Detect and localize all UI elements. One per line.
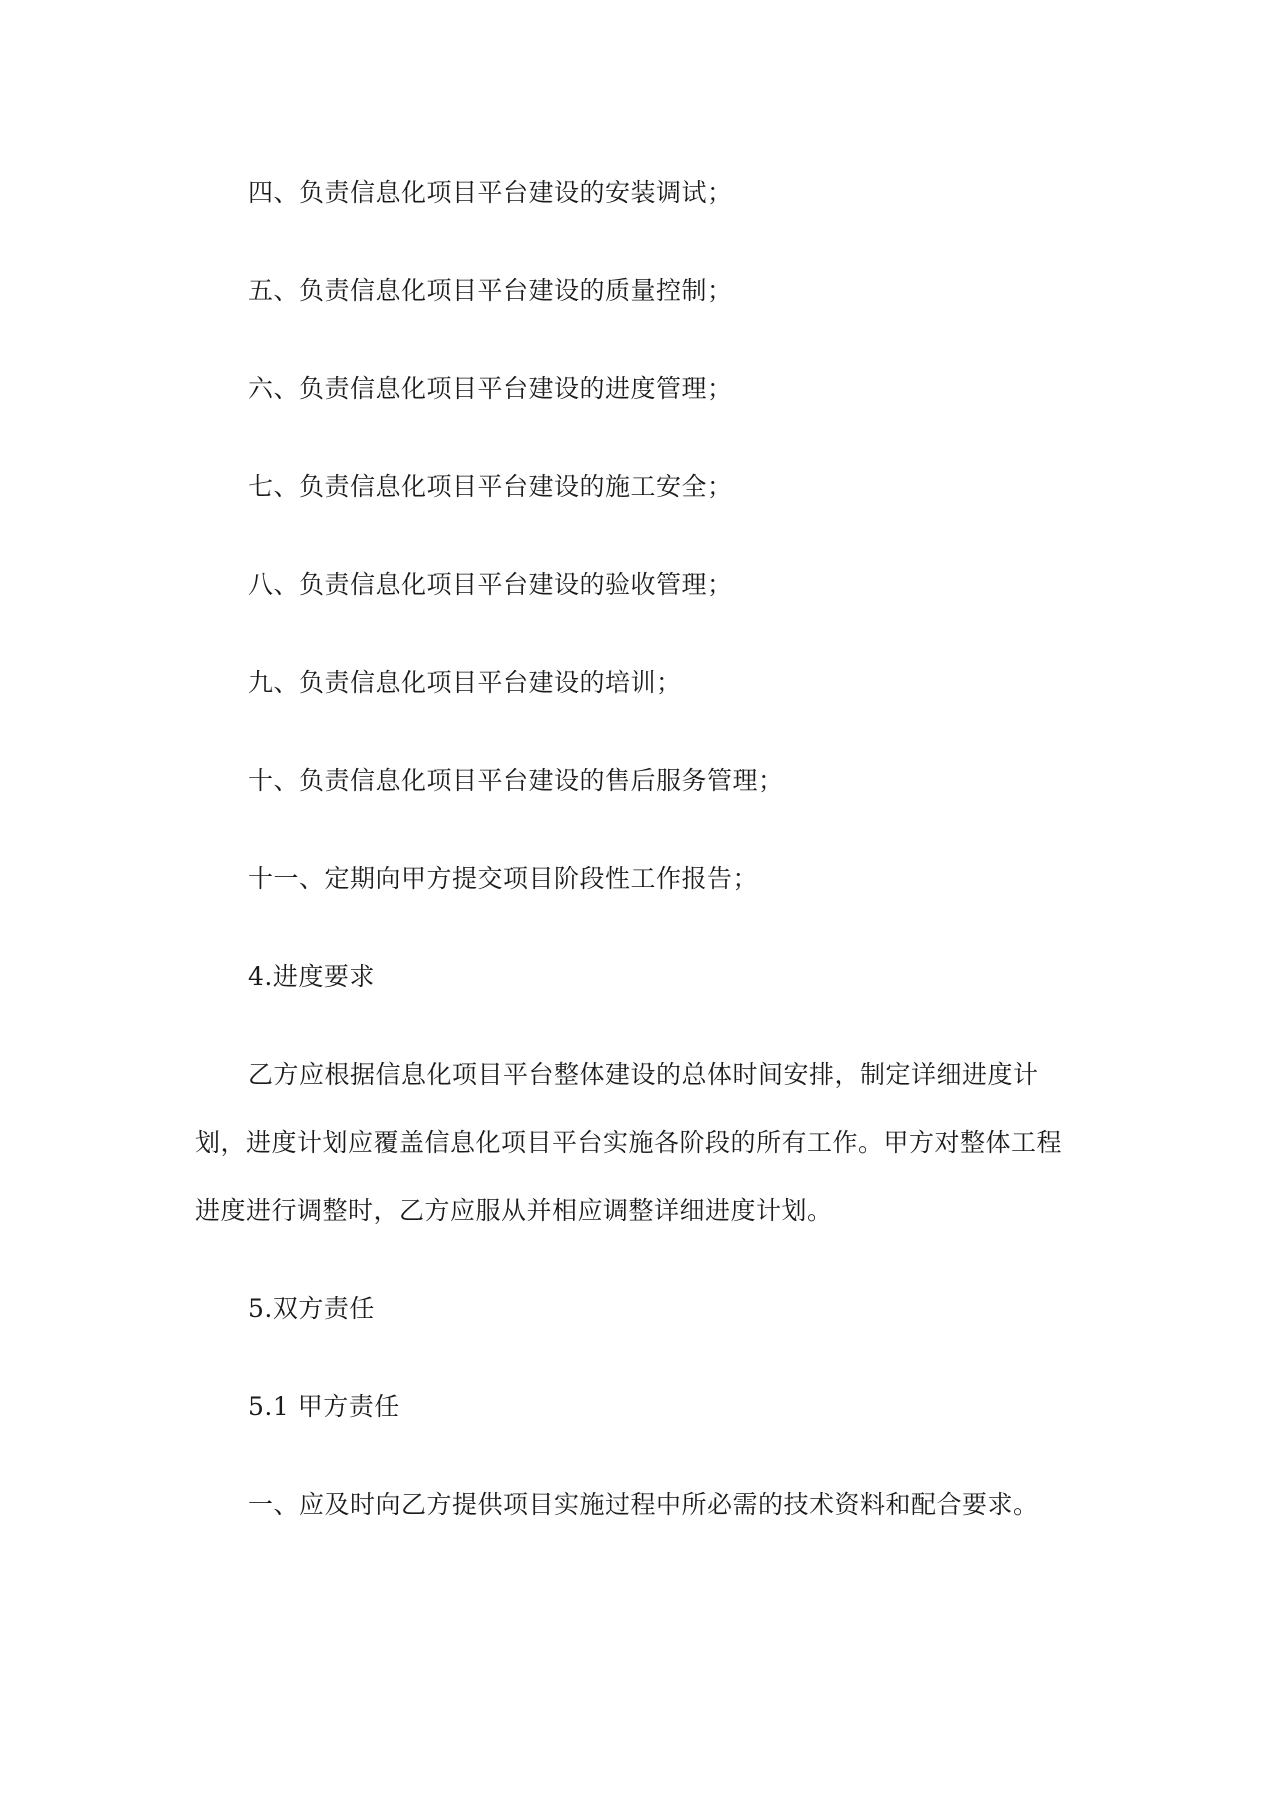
list-item-7: 七、负责信息化项目平台建设的施工安全； xyxy=(248,472,733,501)
list-item-4: 四、负责信息化项目平台建设的安装调试； xyxy=(248,178,733,207)
list-item-8: 八、负责信息化项目平台建设的验收管理； xyxy=(248,570,733,599)
list-item-11: 十一、定期向甲方提交项目阶段性工作报告； xyxy=(248,864,759,893)
section-5-1-item-1: 一、应及时向乙方提供项目实施过程中所必需的技术资料和配合要求。 xyxy=(248,1490,1039,1519)
list-item-9: 九、负责信息化项目平台建设的培训； xyxy=(248,668,682,697)
list-item-5: 五、负责信息化项目平台建设的质量控制； xyxy=(248,276,733,305)
section-4-paragraph-line-2: 划，进度计划应覆盖信息化项目平台实施各阶段的所有工作。甲方对整体工程 xyxy=(195,1128,1063,1157)
list-item-10: 十、负责信息化项目平台建设的售后服务管理； xyxy=(248,766,784,795)
list-item-6: 六、负责信息化项目平台建设的进度管理； xyxy=(248,374,733,403)
section-4-heading: 4.进度要求 xyxy=(248,962,375,991)
section-5-heading: 5.双方责任 xyxy=(248,1294,375,1323)
section-4-paragraph-line-3: 进度进行调整时，乙方应服从并相应调整详细进度计划。 xyxy=(195,1196,833,1225)
section-5-1-heading: 5.1 甲方责任 xyxy=(248,1392,400,1421)
section-4-paragraph-line-1: 乙方应根据信息化项目平台整体建设的总体时间安排，制定详细进度计 xyxy=(248,1060,1039,1089)
